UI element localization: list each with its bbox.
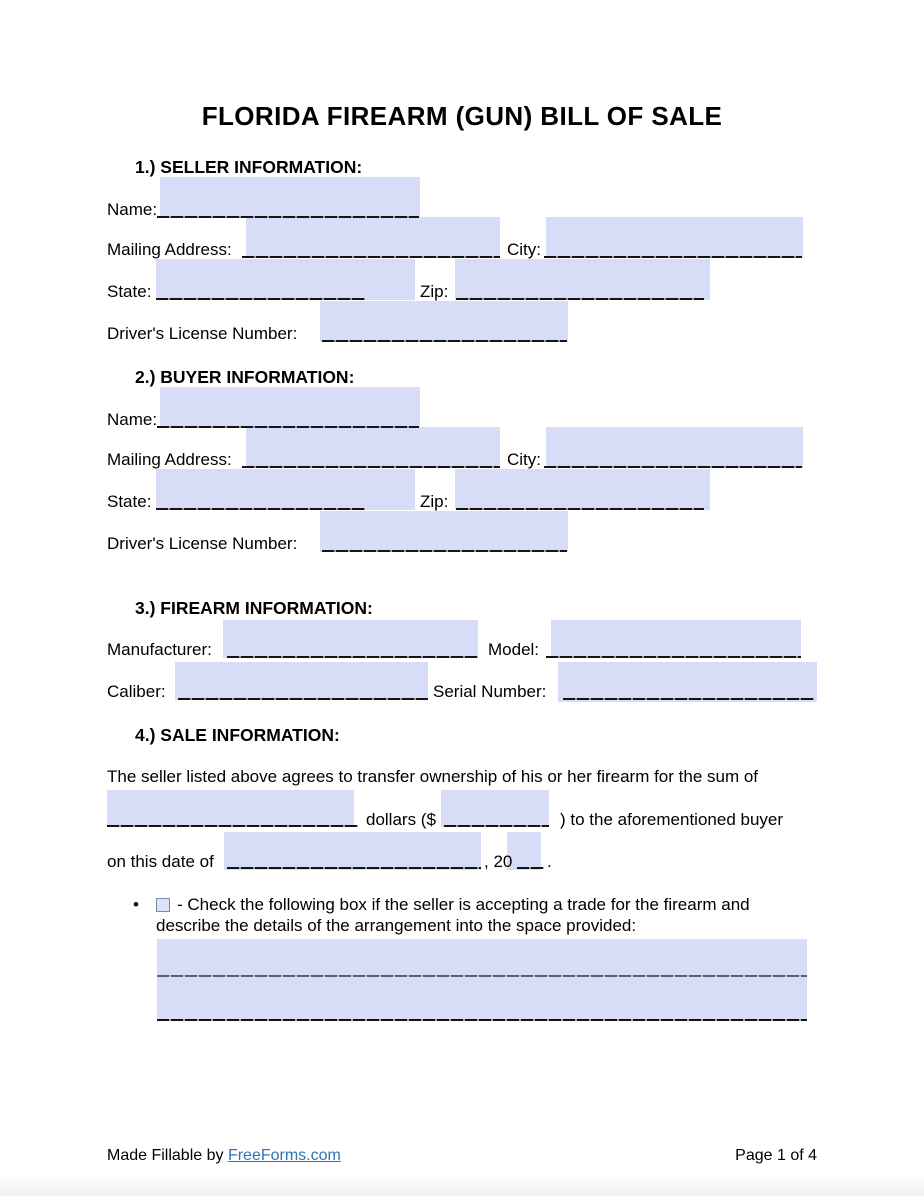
seller-section-heading: 1.) SELLER INFORMATION: — [135, 157, 363, 177]
page-title: FLORIDA FIREARM (GUN) BILL OF SALE — [201, 101, 723, 131]
firearm-model-input[interactable] — [551, 620, 801, 658]
trade-instruction-line2: describe the details of the arrangement into the space provided: — [156, 916, 637, 935]
sale-paragraph-line1: The seller listed above agrees to transfer ownership of his or her firearm for the sum of — [107, 767, 759, 786]
buyer-drivers-license-input[interactable] — [320, 511, 568, 552]
page-indicator: Page 1 of 4 — [735, 1147, 817, 1164]
firearm-serial-number-underline — [563, 698, 814, 700]
buyer-city-underline — [544, 466, 802, 468]
buyer-mailing-address-underline — [242, 466, 500, 468]
firearm-caliber-label: Caliber: — [107, 682, 166, 701]
trade-details-input-1[interactable] — [157, 939, 807, 976]
firearm-manufacturer-label: Manufacturer: — [107, 640, 212, 659]
footer-credit-text: Made Fillable by — [107, 1147, 228, 1164]
seller-city-underline — [544, 256, 802, 258]
sale-period-label: . — [547, 852, 552, 871]
sale-date-underline — [227, 867, 481, 869]
sale-amount-words-input[interactable] — [107, 790, 354, 827]
seller-city-label: City: — [507, 240, 541, 259]
footer-credit — [107, 1147, 341, 1165]
buyer-zip-input[interactable] — [455, 469, 710, 510]
buyer-state-input[interactable] — [156, 469, 415, 510]
firearm-serial-number-label: Serial Number: — [433, 682, 547, 701]
sale-year-underline — [517, 867, 544, 869]
buyer-section-heading: 2.) BUYER INFORMATION: — [135, 367, 355, 387]
seller-mailing-address-input[interactable] — [246, 217, 500, 258]
seller-drivers-license-input[interactable] — [320, 301, 568, 342]
buyer-name-label: Name: — [107, 410, 158, 429]
sale-date-input[interactable] — [224, 832, 481, 870]
buyer-name-input[interactable] — [160, 387, 420, 428]
firearm-manufacturer-underline — [227, 656, 478, 658]
bullet-marker: • — [133, 895, 139, 914]
seller-state-underline — [156, 298, 365, 300]
firearm-manufacturer-input[interactable] — [223, 620, 478, 658]
sale-year-label: , 20 — [484, 852, 513, 871]
seller-state-label: State: — [107, 282, 152, 301]
sale-amount-words-underline — [107, 825, 358, 827]
sale-dollars-label: dollars ($ — [366, 810, 436, 829]
firearm-section-heading: 3.) FIREARM INFORMATION: — [135, 598, 373, 618]
seller-city-input[interactable] — [546, 217, 803, 258]
buyer-city-label: City: — [507, 450, 541, 469]
firearm-caliber-input[interactable] — [175, 662, 428, 700]
firearm-model-underline — [546, 656, 801, 658]
trade-details-underline-1 — [157, 975, 807, 977]
sale-section-heading: 4.) SALE INFORMATION: — [135, 725, 340, 745]
buyer-zip-label: Zip: — [420, 492, 449, 511]
seller-drivers-license-underline — [322, 340, 567, 342]
seller-zip-input[interactable] — [455, 259, 710, 300]
buyer-state-underline — [156, 508, 365, 510]
firearm-caliber-underline — [178, 698, 428, 700]
seller-mailing-address-underline — [242, 256, 500, 258]
seller-zip-label: Zip: — [420, 282, 449, 301]
buyer-drivers-license-underline — [322, 550, 567, 552]
firearm-model-label: Model: — [488, 640, 540, 659]
trade-details-underline-2 — [157, 1019, 807, 1021]
buyer-drivers-license-label: Driver's License Number: — [107, 534, 298, 553]
buyer-name-underline — [157, 426, 419, 428]
seller-name-label: Name: — [107, 200, 158, 219]
page-edge-shading — [0, 1174, 924, 1196]
seller-state-input[interactable] — [156, 259, 415, 300]
buyer-city-input[interactable] — [546, 427, 803, 468]
seller-zip-underline — [456, 298, 704, 300]
trade-checkbox[interactable] — [156, 898, 170, 912]
seller-name-underline — [157, 216, 419, 218]
firearm-serial-number-input[interactable] — [558, 662, 817, 702]
buyer-state-label: State: — [107, 492, 152, 511]
sale-amount-number-input[interactable] — [441, 790, 549, 827]
sale-date-prefix-label: on this date of — [107, 852, 214, 871]
seller-drivers-license-label: Driver's License Number: — [107, 324, 298, 343]
buyer-mailing-address-label: Mailing Address: — [107, 450, 232, 469]
trade-instruction-line1: - Check the following box if the seller is accepting a trade for the firearm and — [177, 895, 750, 914]
freeforms-link[interactable]: FreeForms.com — [227, 1147, 341, 1164]
sale-amount-number-underline — [444, 825, 549, 827]
sale-after-amount-label: ) to the aforementioned buyer — [560, 810, 784, 829]
buyer-mailing-address-input[interactable] — [246, 427, 500, 468]
seller-mailing-address-label: Mailing Address: — [107, 240, 232, 259]
trade-details-input-2[interactable] — [157, 977, 807, 1020]
buyer-zip-underline — [456, 508, 704, 510]
seller-name-input[interactable] — [160, 177, 420, 218]
